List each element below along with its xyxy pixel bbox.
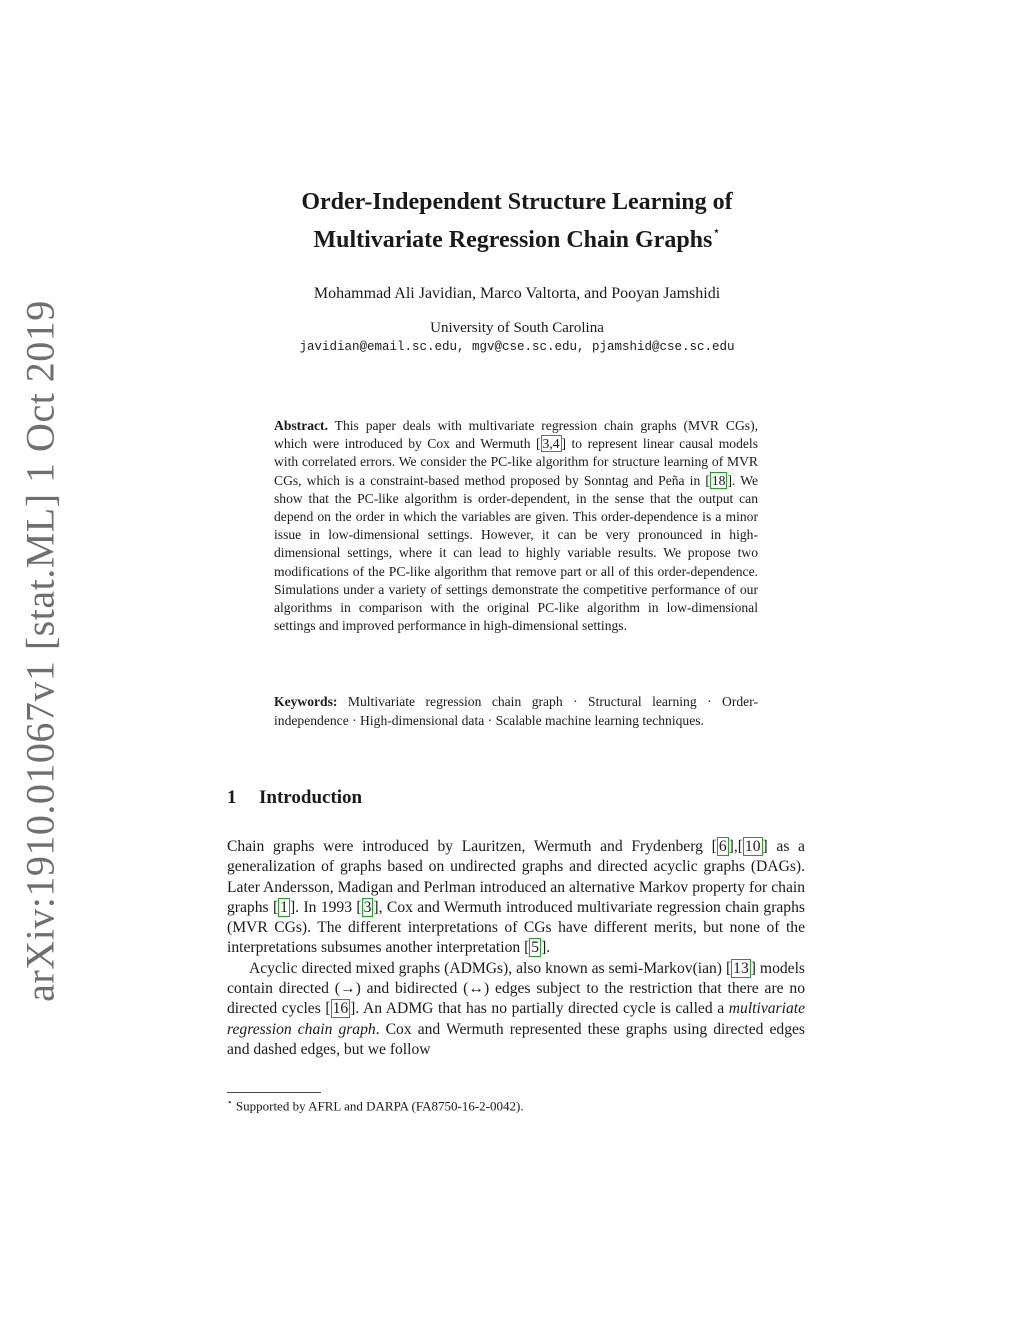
author-emails[interactable]: javidian@email.sc.edu, mgv@cse.sc.edu, pjamshid@cse.sc.edu <box>299 340 735 354</box>
citation-link[interactable]: 6 <box>718 838 727 855</box>
p1-text-4: . In 1993 <box>295 898 357 916</box>
author-list: Mohammad Ali Javidian, Marco Valtorta, and Pooyan Jamshidi <box>313 285 721 302</box>
intro-paragraph-2: Acyclic directed mixed graphs (ADMGs), also known as semi-Markov(ian) [ 13 ] models contain directed (→) and bidirected (↔) edges subject to the restriction that there are no directed cycles [ 16 ]. An ADMG that has no partially directed cycle is called a multivariate regression chain graph. Cox and Wermuth represented these graphs using directed edges and dashed edges, but we follow <box>227 959 805 1058</box>
p1-text-5: , Cox and Wermuth introduced multivariate regression chain graphs (MVR CGs). The different interpretations of CGs have different merits, but none of the interpretations subsumes another interpretation <box>227 898 805 957</box>
p1-text-3: as a generalization of graphs based on undirected graphs and directed acyclic graphs (DAGs). Later Andersson, Madigan and Perlman introduced an alternative Markov property for chain graphs <box>227 838 805 916</box>
title-line-2 <box>230 218 804 256</box>
citation-link[interactable]: 13 <box>733 959 749 977</box>
keywords-text: Multivariate regression chain graph · Structural learning · Order-independence · High-dimensional data · Scalable machine learning techniques. <box>274 694 758 728</box>
citation-link[interactable]: 3 <box>363 898 372 916</box>
citation-link[interactable]: 3,4 <box>542 436 560 452</box>
title-line-1: Order-Independent Structure Learning of <box>301 189 733 215</box>
p1-text-2: , <box>733 838 738 855</box>
keywords <box>274 693 758 730</box>
abstract-text-2: to represent linear causal models with correlated errors. We consider the PC-like algorithm for structure learning of MVR CGs, which is a constraint-based method proposed by Sonntag and Peña in <box>274 436 758 488</box>
paper-title <box>230 186 804 256</box>
footnote-rule <box>227 1092 321 1093</box>
p2-text-2: models contain directed (→) and bidirected (↔) edges subject to the restriction that there are no directed cycles <box>227 959 805 1018</box>
citation-link[interactable]: 10 <box>744 838 761 855</box>
footnote-text: Supported by AFRL and DARPA (FA8750-16-2-0042). <box>232 1098 524 1114</box>
emphasized-term: multivariate regression chain graph <box>227 1000 805 1038</box>
footnote <box>227 1097 524 1114</box>
footnote-mark: ⋆ <box>227 1097 233 1107</box>
p2-text-3: . An ADMG that has no partially directed cycle is called a <box>355 1000 729 1018</box>
arxiv-identifier-stamp: arXiv:1910.01067v1 [stat.ML] 1 Oct 2019 <box>17 300 63 1002</box>
keywords-label: Keywords: <box>274 694 338 709</box>
affiliation: University of South Carolina <box>430 320 604 336</box>
intro-paragraph-1: Chain graphs were introduced by Lauritzen, Wermuth and Frydenberg [ 6 ],[ 10 ] as a generalization of graphs based on undirected graphs and directed acyclic graphs (DAGs). Later Andersson, Madigan and Perlman introduced an alternative Markov property for chain graphs [ 1 ]. In 1993 [ 3 ], Cox and Wermuth introduced multivariate regression chain graphs (MVR CGs). The different interpretations of CGs have different merits, but none of the interpretations subsumes another interpretation [ 5 ]. <box>227 838 805 957</box>
section-number: 1 <box>227 787 237 808</box>
p2-text-1: Acyclic directed mixed graphs (ADMGs), also known as semi-Markov(ian) <box>249 959 726 977</box>
citation-link[interactable]: 5 <box>531 939 540 957</box>
title-line-2-text: Multivariate Regression Chain Graphs <box>313 227 713 253</box>
abstract-label: Abstract. <box>274 418 328 433</box>
citation-link[interactable]: 16 <box>332 1000 349 1018</box>
citation-link[interactable]: 18 <box>711 472 726 488</box>
p1-text-6: . <box>546 939 551 957</box>
p2-text-4: . Cox and Wermuth represented these graphs using directed edges and dashed edges, but we follow <box>227 1020 805 1058</box>
section-heading <box>227 787 362 809</box>
abstract-text-1: This paper deals with multivariate regression chain graphs (MVR CGs), which were introduced by Cox and Wermuth <box>274 418 758 452</box>
abstract: Abstract. This paper deals with multivariate regression chain graphs (MVR CGs), which were introduced by Cox and Wermuth [ 3,4 ] to represent linear causal models with correlated errors. We consider the PC-like algorithm for structure learning of MVR CGs, which is a constraint-based method proposed by Sonntag and Peña in [ 18 ]. We show that the PC-like algorithm is order-dependent, in the sense that the output can depend on the order in which the variables are given. This order-dependence is a minor issue in low-dimensional settings. However, it can be very pronounced in high-dimensional settings, where it can lead to highly variable results. We propose two modifications of the PC-like algorithm that remove part or all of this order-dependence. Simulations under a variety of settings demonstrate the competitive performance of our algorithms in comparison with the original PC-like algorithm in low-dimensional settings and improved performance in high-dimensional settings. <box>274 418 758 634</box>
title-footnote-mark: ⋆ <box>712 223 721 238</box>
citation-link[interactable]: 1 <box>280 898 288 916</box>
introduction-body <box>227 837 805 1060</box>
abstract-text-3: . We show that the PC-like algorithm is order-dependent, in the sense that the output can depend on the order in which the variables are given. This order-dependence is a minor issue in low-dimensional settings. However, it can be very pronounced in high-dimensional settings, where it can lead to highly variable results. We propose two modifications of the PC-like algorithm that remove part or all of this order-dependence. Simulations under a variety of settings demonstrate the competitive performance of our algorithms in comparison with the original PC-like algorithm in low-dimensional settings and improved performance in high-dimensional settings. <box>274 472 758 634</box>
p1-text-1: Chain graphs were introduced by Lauritzen, Wermuth and Frydenberg <box>227 838 712 855</box>
section-title: Introduction <box>259 787 363 808</box>
